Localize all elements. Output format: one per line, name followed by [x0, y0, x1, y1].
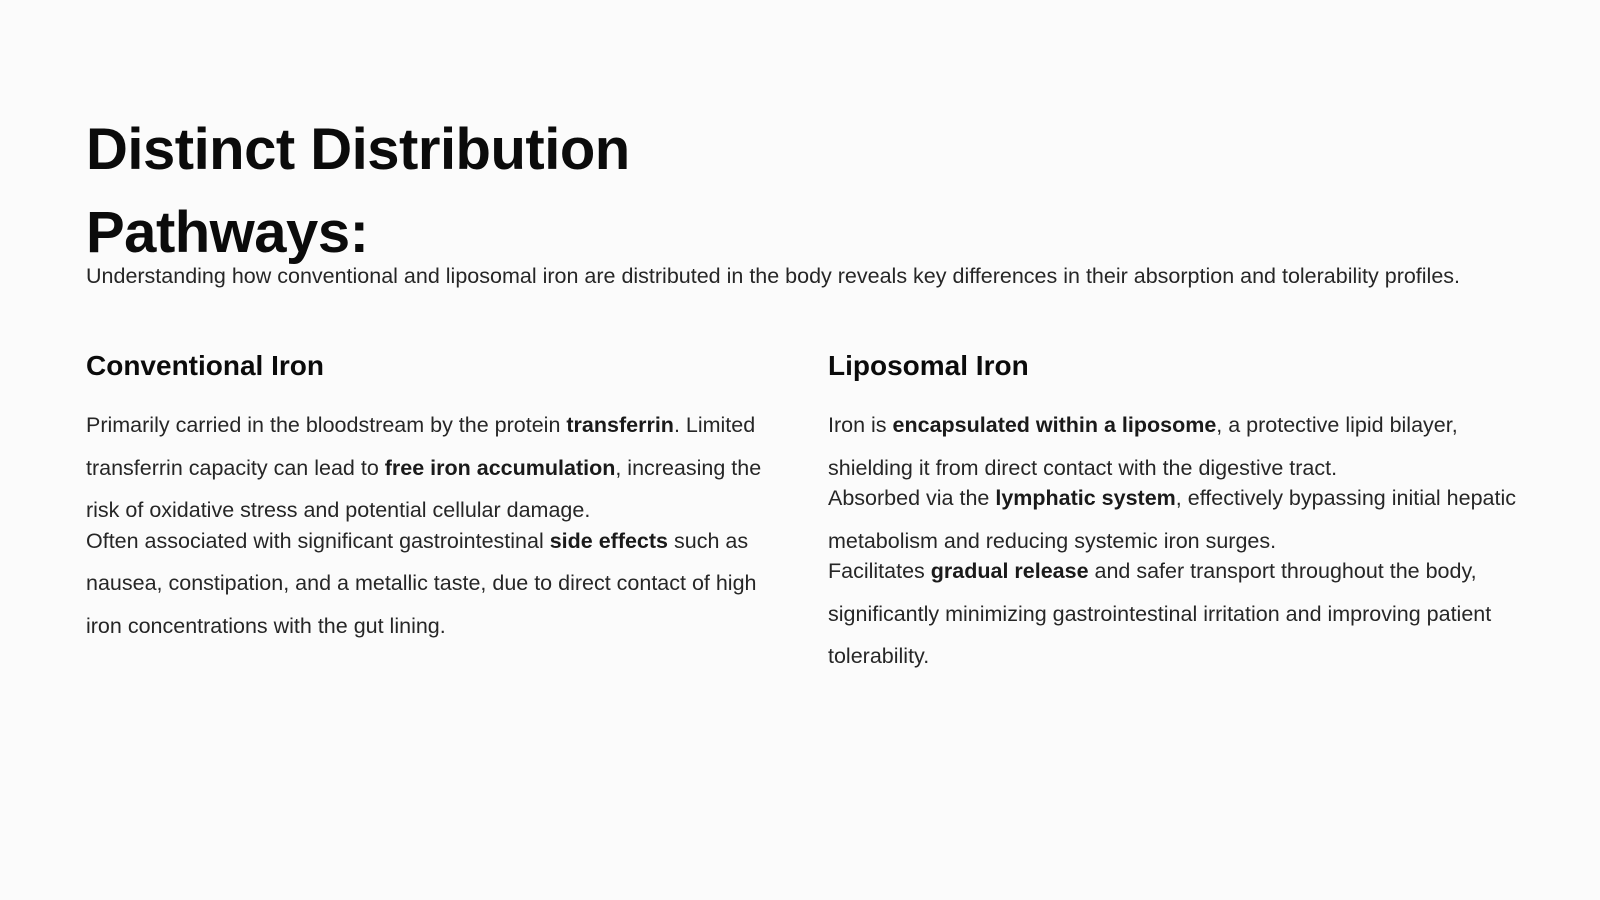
slide-title: Distinct Distribution Pathways: [86, 117, 630, 265]
liposomal-iron-column [828, 346, 1518, 678]
conventional-iron-column [86, 346, 776, 647]
conventional-iron-paragraph [86, 520, 776, 648]
text-segment: , increasing the risk of oxidative stress and potential cellular damage. [86, 455, 762, 522]
emphasis-text: transferrin [566, 413, 674, 437]
liposomal-iron-paragraph [828, 550, 1518, 678]
emphasis-text: free iron accumulation [384, 455, 616, 480]
liposomal-iron-heading: Liposomal Iron [828, 350, 1029, 381]
text-segment: Facilitates [828, 559, 931, 583]
text-segment: Iron is [828, 413, 893, 437]
text-segment: , effectively bypassing initial hepatic metabolism and reducing systemic iron surges. [828, 486, 1517, 553]
emphasis-text: gradual release [930, 559, 1089, 583]
text-segment: Primarily carried in the bloodstream by the protein [86, 413, 567, 437]
text-segment: such as nausea, constipation, and a metallic taste, due to direct contact of high iron concentrations with the gut lining. [86, 528, 757, 638]
slide-subtitle: Understanding how conventional and liposomal iron are distributed in the body reveals key differences in their absorption and tolerability profiles. [86, 264, 1461, 288]
emphasis-text: lymphatic system [995, 486, 1176, 510]
emphasis-text: side effects [549, 528, 669, 553]
text-segment: . Limited transferrin capacity can lead to [86, 413, 756, 480]
text-segment: and safer transport throughout the body, significantly minimizing gastrointestinal irritation and improving patient tolerability. [828, 559, 1492, 668]
text-segment: , a protective lipid bilayer, shielding it from direct contact with the digestive tract. [828, 413, 1458, 480]
conventional-iron-heading: Conventional Iron [86, 350, 324, 381]
conventional-iron-paragraph [86, 404, 776, 532]
text-segment: Often associated with significant gastrointestinal [86, 528, 550, 553]
text-segment: Absorbed via the [828, 486, 996, 510]
emphasis-text: encapsulated within a liposome [892, 413, 1217, 437]
